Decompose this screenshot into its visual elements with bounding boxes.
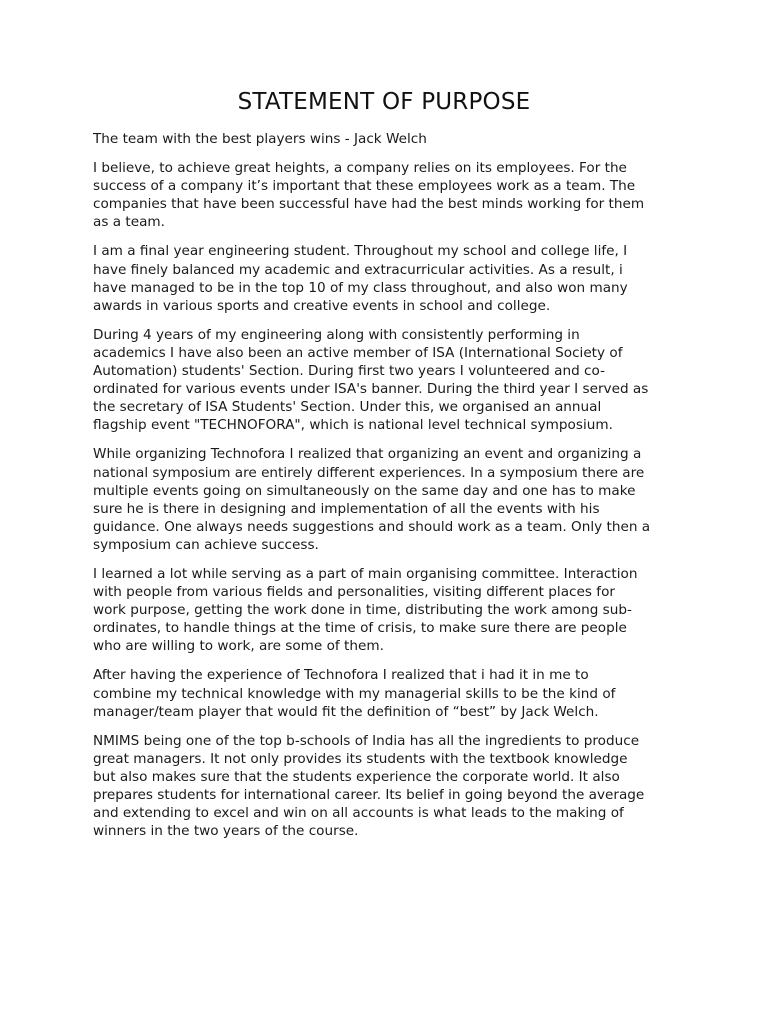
document-body: [93, 130, 683, 851]
paragraph-line: have finely balanced my academic and extracurricular activities. As a result, i: [93, 261, 623, 278]
paragraph-line: I believe, to achieve great heights, a company relies on its employees. For the: [93, 160, 627, 177]
paragraph-line: combine my technical knowledge with my managerial skills to be the kind of: [93, 685, 616, 702]
paragraph-line: After having the experience of Technofora I realized that i had it in me to: [93, 667, 589, 684]
paragraph-line: work purpose, getting the work done in time, distributing the work among sub-: [93, 602, 632, 619]
paragraph-background: [93, 242, 683, 314]
paragraph-line: Automation) students' Section. During first two years I volunteered and co-: [93, 363, 605, 380]
paragraph-line: the secretary of ISA Students' Section. Under this, we organised an annual: [93, 399, 602, 416]
paragraph-line: flagship event "TECHNOFORA", which is national level technical symposium.: [93, 417, 613, 434]
paragraph-line: I am a final year engineering student. Throughout my school and college life, I: [93, 243, 628, 260]
paragraph-line: but also makes sure that the students experience the corporate world. It also: [93, 768, 620, 785]
paragraph-line: awards in various sports and creative events in school and college.: [93, 297, 551, 314]
paragraph-intro: [93, 159, 683, 231]
paragraph-line: sure he is there in designing and implementation of all the events with his: [93, 500, 600, 517]
paragraph-line: success of a company it’s important that these employees work as a team. The: [93, 178, 636, 195]
paragraph-learnings: [93, 565, 683, 655]
paragraph-technofora: [93, 445, 683, 554]
paragraph-line: symposium can achieve success.: [93, 536, 319, 553]
paragraph-line: ordinated for various events under ISA's banner. During the third year I served as: [93, 381, 649, 398]
page-title: STATEMENT OF PURPOSE: [237, 89, 531, 115]
paragraph-isa: [93, 326, 683, 435]
paragraph-line: with people from various fields and personalities, visiting different places for: [93, 584, 615, 601]
paragraph-nmims: [93, 732, 683, 841]
paragraph-line: guidance. One always needs suggestions and should work as a team. Only then a: [93, 518, 651, 535]
paragraph-line: multiple events going on simultaneously on the same day and one has to make: [93, 482, 636, 499]
paragraph-line: The team with the best players wins - Jack Welch: [93, 131, 427, 147]
paragraph-line: During 4 years of my engineering along with consistently performing in: [93, 326, 580, 343]
paragraph-line: companies that have been successful have had the best minds working for them: [93, 196, 645, 213]
paragraph-line: who are willing to work, are some of them.: [93, 638, 384, 655]
paragraph-line: manager/team player that would fit the definition of “best” by Jack Welch.: [93, 703, 599, 720]
paragraph-line: winners in the two years of the course.: [93, 823, 359, 840]
paragraph-realization: [93, 666, 683, 720]
paragraph-line: I learned a lot while serving as a part of main organising committee. Interaction: [93, 565, 638, 582]
paragraph-line: have managed to be in the top 10 of my class throughout, and also won many: [93, 279, 628, 296]
paragraph-line: as a team.: [93, 214, 165, 231]
paragraph-line: While organizing Technofora I realized that organizing an event and organizing a: [93, 446, 642, 463]
paragraph-line: academics I have also been an active member of ISA (International Society of: [93, 344, 623, 361]
paragraph-line: prepares students for international career. Its belief in going beyond the average: [93, 787, 645, 803]
paragraph-quote: [93, 130, 683, 148]
paragraph-line: great managers. It not only provides its students with the textbook knowledge: [93, 750, 628, 767]
paragraph-line: ordinates, to handle things at the time of crisis, to make sure there are people: [93, 620, 627, 637]
paragraph-line: NMIMS being one of the top b-schools of India has all the ingredients to produce: [93, 732, 640, 749]
paragraph-line: national symposium are entirely different experiences. In a symposium there are: [93, 464, 645, 481]
paragraph-line: and extending to excel and win on all accounts is what leads to the making of: [93, 805, 624, 822]
